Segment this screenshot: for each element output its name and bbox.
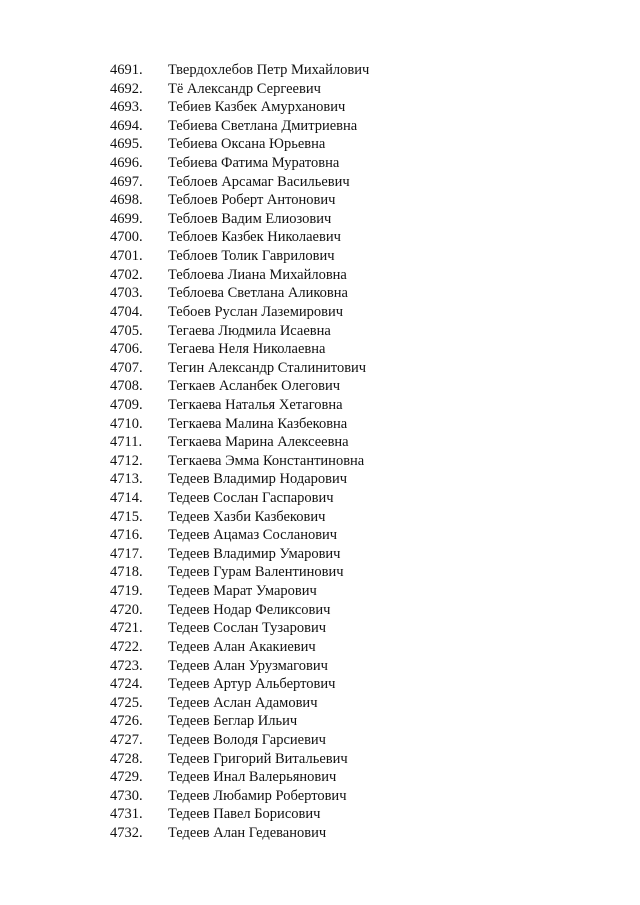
- list-item: [0, 489, 640, 508]
- entry-full-name: Тедеев Беглар Ильич: [168, 713, 298, 730]
- entry-number: 4721.: [110, 620, 143, 637]
- entry-number: 4713.: [110, 471, 143, 488]
- entry-number: 4691.: [110, 62, 143, 78]
- entry-full-name: Тедеев Владимир Умарович: [168, 545, 341, 562]
- entry-number: 4731.: [110, 806, 143, 823]
- list-item: [0, 657, 640, 676]
- entry-full-name: Теблоева Лиана Михайловна: [168, 266, 347, 283]
- list-item: [0, 80, 640, 99]
- entry-number: 4701.: [110, 248, 143, 265]
- entry-number: 4700.: [110, 229, 143, 246]
- entry-number: 4708.: [110, 378, 143, 395]
- entry-full-name: Тедеев Алан Гедеванович: [168, 824, 327, 841]
- entry-full-name: Тедеев Григорий Витальевич: [168, 750, 348, 767]
- entry-number: 4705.: [110, 322, 143, 339]
- entry-number: 4727.: [110, 731, 143, 748]
- list-item: [0, 415, 640, 434]
- list-item: [0, 266, 640, 285]
- entry-full-name: Теблоева Светлана Аликовна: [168, 285, 348, 302]
- list-item: [0, 805, 640, 824]
- entry-number: 4719.: [110, 583, 143, 600]
- list-item: [0, 787, 640, 806]
- entry-number: 4699.: [110, 210, 143, 227]
- entry-full-name: Теблоев Арсамаг Васильевич: [168, 173, 350, 190]
- entry-full-name: Тедеев Любамир Робертович: [168, 787, 347, 804]
- list-item: [0, 322, 640, 341]
- list-item: [0, 694, 640, 713]
- entry-full-name: Тедеев Владимир Нодарович: [168, 471, 348, 488]
- list-item: [0, 545, 640, 564]
- entry-full-name: Тедеев Алан Акакиевич: [168, 638, 316, 655]
- entry-number: 4729.: [110, 769, 143, 786]
- entry-full-name: Теблоев Роберт Антонович: [168, 192, 336, 209]
- list-item: [0, 508, 640, 527]
- entry-full-name: Тедеев Нодар Феликсович: [168, 601, 331, 618]
- entry-number: 4697.: [110, 173, 143, 190]
- entry-number: 4694.: [110, 117, 143, 134]
- list-item: [0, 768, 640, 787]
- entry-full-name: Теблоев Вадим Елиозович: [168, 210, 332, 227]
- entry-number: 4709.: [110, 396, 143, 413]
- list-item: [0, 61, 640, 80]
- entry-full-name: Тедеев Ацамаз Сосланович: [168, 527, 338, 544]
- entry-full-name: Тегкаев Асланбек Олегович: [168, 378, 341, 395]
- entry-full-name: Тедеев Инал Валерьянович: [168, 769, 337, 786]
- entry-full-name: Теблоев Толик Гаврилович: [168, 248, 335, 265]
- entry-number: 4728.: [110, 750, 143, 767]
- list-item: [0, 210, 640, 229]
- list-item: [0, 731, 640, 750]
- list-item: [0, 824, 640, 843]
- entry-number: 4724.: [110, 676, 143, 693]
- entry-full-name: Тебиева Светлана Дмитриевна: [168, 117, 358, 134]
- entry-number: 4715.: [110, 508, 143, 525]
- list-item: [0, 377, 640, 396]
- list-item: [0, 526, 640, 545]
- entry-number: 4714.: [110, 490, 143, 507]
- entry-number: 4722.: [110, 638, 143, 655]
- list-item: [0, 750, 640, 769]
- entry-number: 4696.: [110, 155, 143, 172]
- entry-full-name: Тегкаева Малина Казбековна: [168, 415, 348, 432]
- entry-number: 4730.: [110, 787, 143, 804]
- list-item: [0, 247, 640, 266]
- entry-number: 4704.: [110, 303, 143, 320]
- entry-number: 4711.: [110, 434, 143, 451]
- list-item: [0, 303, 640, 322]
- entry-number: 4703.: [110, 285, 143, 302]
- entry-full-name: Тедеев Сослан Тузарович: [168, 620, 326, 637]
- entry-number: 4698.: [110, 192, 143, 209]
- list-item: [0, 563, 640, 582]
- entry-full-name: Тегаева Людмила Исаевна: [168, 322, 331, 339]
- list-item: [0, 228, 640, 247]
- entry-number: 4717.: [110, 545, 143, 562]
- list-item: [0, 675, 640, 694]
- entry-full-name: Тебоев Руслан Лаземирович: [168, 303, 344, 320]
- list-item: [0, 470, 640, 489]
- entry-number: 4720.: [110, 601, 143, 618]
- entry-full-name: Тегкаева Эмма Константиновна: [168, 452, 365, 469]
- list-item: [0, 117, 640, 136]
- list-item: [0, 582, 640, 601]
- entry-full-name: Тё Александр Сергеевич: [168, 80, 321, 97]
- list-item: [0, 619, 640, 638]
- entry-number: 4712.: [110, 452, 143, 469]
- list-item: [0, 135, 640, 154]
- list-item: [0, 601, 640, 620]
- entry-full-name: Тегаева Неля Николаевна: [168, 341, 326, 358]
- list-item: [0, 638, 640, 657]
- entry-full-name: Тедеев Аслан Адамович: [168, 694, 318, 711]
- entry-full-name: Тебиева Фатима Муратовна: [168, 155, 340, 172]
- list-item: [0, 712, 640, 731]
- entry-full-name: Тегкаева Марина Алексеевна: [168, 434, 349, 451]
- list-item: [0, 452, 640, 471]
- entry-number: 4695.: [110, 136, 143, 153]
- entry-full-name: Твердохлебов Петр Михайлович: [168, 62, 370, 78]
- list-item: [0, 191, 640, 210]
- list-item: [0, 359, 640, 378]
- entry-full-name: Тедеев Марат Умарович: [168, 583, 317, 600]
- list-item: [0, 340, 640, 359]
- list-item: [0, 284, 640, 303]
- entry-full-name: Тедеев Гурам Валентинович: [168, 564, 344, 581]
- entry-full-name: Тедеев Хазби Казбекович: [168, 508, 326, 525]
- entry-number: 4693.: [110, 99, 143, 116]
- entry-full-name: Тедеев Володя Гарсиевич: [168, 731, 326, 748]
- entry-full-name: Тегкаева Наталья Хетаговна: [168, 396, 343, 413]
- list-item: [0, 98, 640, 117]
- list-item: [0, 154, 640, 173]
- entry-full-name: Теблоев Казбек Николаевич: [168, 229, 341, 246]
- entry-full-name: Тебиев Казбек Амурханович: [168, 99, 346, 116]
- entry-number: 4732.: [110, 824, 143, 841]
- entry-full-name: Тедеев Артур Альбертович: [168, 676, 336, 693]
- entry-number: 4726.: [110, 713, 143, 730]
- entry-number: 4716.: [110, 527, 143, 544]
- entry-full-name: Тедеев Павел Борисович: [168, 806, 321, 823]
- entry-number: 4692.: [110, 80, 143, 97]
- entry-full-name: Тедеев Сослан Гаспарович: [168, 490, 334, 507]
- entry-full-name: Тедеев Алан Урузмагович: [168, 657, 328, 674]
- list-item: [0, 396, 640, 415]
- entry-full-name: Тебиева Оксана Юрьевна: [168, 136, 326, 153]
- entry-number: 4710.: [110, 415, 143, 432]
- list-item: [0, 173, 640, 192]
- entry-number: 4718.: [110, 564, 143, 581]
- entry-number: 4707.: [110, 359, 143, 376]
- entry-number: 4702.: [110, 266, 143, 283]
- entry-number: 4725.: [110, 694, 143, 711]
- entry-full-name: Тегин Александр Сталинитович: [168, 359, 367, 376]
- list-item: [0, 433, 640, 452]
- entry-number: 4706.: [110, 341, 143, 358]
- entry-number: 4723.: [110, 657, 143, 674]
- name-list: [0, 61, 640, 843]
